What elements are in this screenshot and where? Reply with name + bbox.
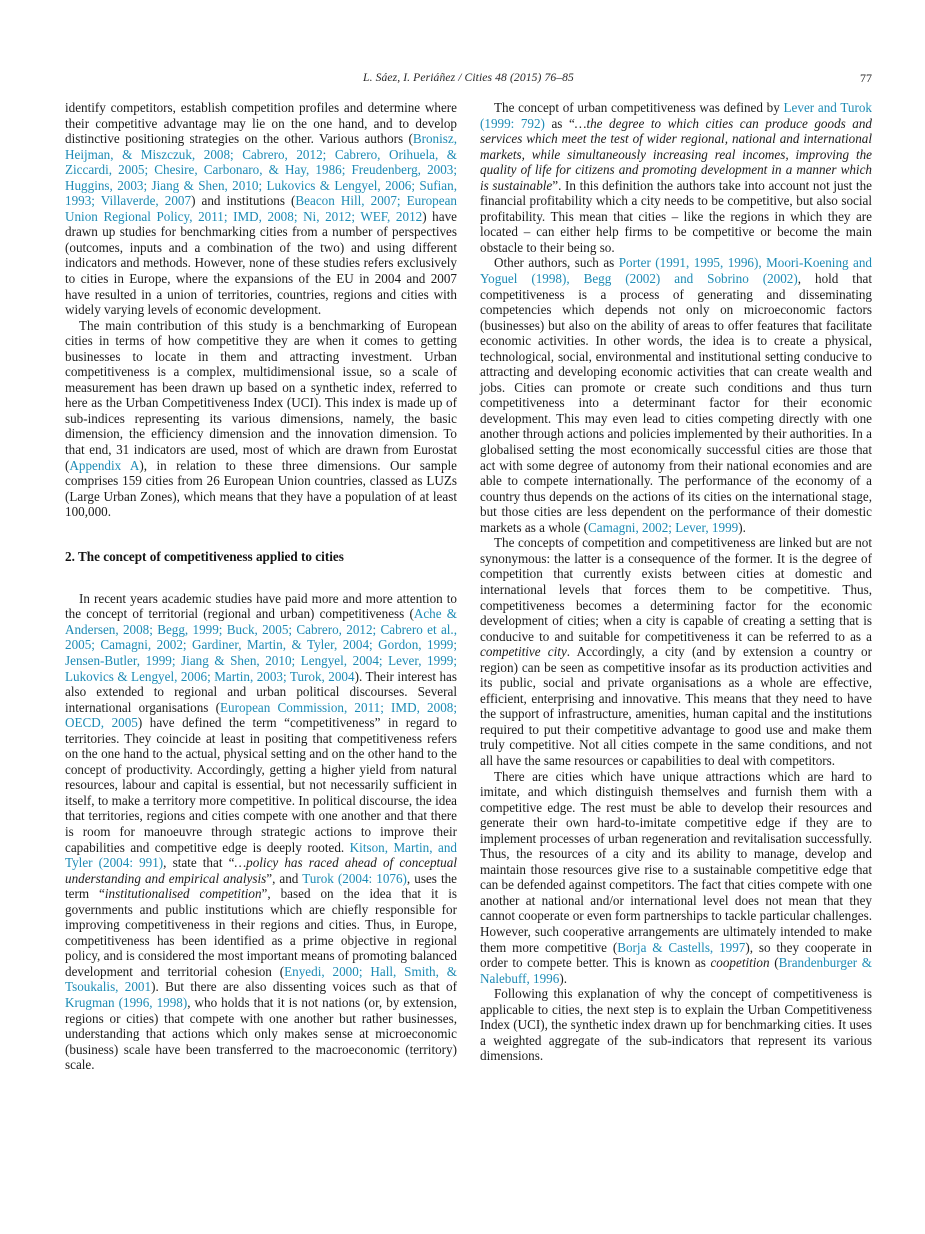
two-column-body [65, 100, 872, 1073]
body-text: ) have defined the term “competitiveness” in regard to territories. They coincide at least in positing that competitiveness refers on the one hand to the actual, physical setting and on the other hand to the concept of productivity. Accordingly, getting a higher yield from natural resources, labour and capital is essential, but not necessarily sufficient in itself, to make a territory more competitive. In political discourse, the idea that territories, regions and cities compete with one another and that there is room for manoeuvre through strategic actions to improve their capabilities and competitive edge is deeply rooted. [65, 715, 458, 855]
body-text: There are cities which have unique attractions which are hard to imitate, and which distinguish themselves and furnish them with a competitive edge. The rest must be able to develop their resources and generate their own hard-to-imitate competitive edge if they are to implement processes of urban regeneration and revitalisation successfully. Thus, the resources of a city and its ability to manage, develop and maintain those resources give rise to a sustainable competitive edge that can be defended against competitors. The fact that cities compete with one another at national and/or international level does not mean that they cannot cooperate or even form partnerships to tackle particular challenges. However, such cooperative arrangements are ultimately intended to make them more competitive ( [480, 768, 872, 955]
paragraph [65, 100, 457, 318]
body-text: The concept of urban competitiveness was defined by [494, 100, 784, 115]
citation-link[interactable]: Enyedi, 2000; Hall, Smith, & Tsoukalis, 2001 [65, 963, 457, 995]
paragraph [480, 535, 872, 768]
body-text: ). Their interest has also extended to regional and urban political discourses. Several international organisations ( [65, 668, 458, 715]
paragraph [480, 100, 872, 255]
body-text: The main contribution of this study is a benchmarking of European cities in terms of how competitive they are when it comes to getting businesses to locate in them and attracting investment. Urban competitiveness is a complex, multidimensional issue, so a scale of measurement has been drawn up based on a synthetic index, referred to here as the Urban Competitiveness Index (UCI). This index is made up of sub-indices representing its various dimensions, namely, the basic dimension, the efficiency dimension and the innovation dimension. To that end, 31 indicators are used, most of which are drawn from Eurostat ( [65, 317, 457, 473]
emphasis-text: coopetition [710, 955, 770, 971]
body-text: ). [738, 519, 746, 535]
body-text: The concepts of competition and competitiveness are linked but are not synonymous: the latter is a consequence of the former. It is the degree of competition that currently exists between cities at domestic and international levels that forces them to be competitive. Thus, competitiveness becomes a determining factor for the economic development of cities; when a city is capable of creating a setting that is conducive to and suitable for competitiveness it can be referred to as a [480, 535, 872, 644]
emphasis-text: competitive city [480, 644, 567, 660]
body-text: Other authors, such as [494, 255, 619, 271]
citation-link[interactable]: Porter (1991, 1995, 1996), Moori-Koening and Yoguel (1998), Begg (2002) and Sobrino (2002) [480, 255, 873, 287]
paragraph [480, 986, 872, 1064]
citation-link[interactable]: Bronisz, Heijman, & Miszczuk, 2008; Cabrero, 2012; Cabrero, Orihuela, & Ziccardi, 2005; Chesire, Carbonaro, & Hay, 1986; Freudenberg, 2003; Huggins, 2003; Jiang & Shen, 2010; Lukovics & Lengyel, 2006; Sufian, 1993; Villaverde, 2007 [65, 131, 457, 209]
body-text: ( [769, 955, 779, 971]
emphasis-text: …policy has raced ahead of conceptual understanding and empirical analysis [65, 855, 457, 886]
page-header [65, 71, 872, 87]
section-heading [65, 549, 457, 565]
body-text: 2. The concept of competitiveness applied to cities [65, 548, 344, 564]
body-text: , hold that competitiveness is a process of generating and disseminating competencies which depends not only on microeconomic factors (businesses) but also on the ability of areas to offer features that facilitate economic activities. In other words, the idea is to create a physical, technological, social, environmental and institutional setting conducive to attracting and developing economic activities that can create wealth and jobs. Cities can promote or create such conditions and thus turn competitiveness into a determinant factor for their economic development. This may even lead to cities competing directly with one another through actions and policies implemented by their authorities. In a globalised setting the most economically successful cities are those that act with some degree of autonomy from their national economies and are able to compete internationally. The performance of the economy of a country thus depends on the actions of its cities on the international stage, but those cities are less dependent on the performance of their domestic markets as a whole ( [480, 271, 873, 535]
body-text: , uses the term “ [65, 870, 457, 902]
citation-link[interactable]: Kitson, Martin, and Tyler (2004: 991) [65, 839, 457, 871]
paragraph [65, 591, 457, 1073]
body-text: ). But there are also dissenting voices such as that of [151, 979, 457, 995]
body-text: as “ [544, 115, 575, 131]
citation-link[interactable]: Lever and Turok (1999: 792) [480, 100, 872, 131]
column-right [480, 100, 872, 1073]
body-text: ). [559, 970, 567, 986]
citation-link[interactable]: Turok (2004: 1076) [302, 870, 407, 886]
body-text: , state that “ [163, 855, 235, 871]
body-text: , who holds that it is not nations (or, by extension, regions or cities) that compete with one another but rather businesses, understanding that actions which only makes sense at microeconomic (business) scale have been transferred to the macroeconomic (territory) scale. [65, 994, 457, 1073]
body-text: ) have drawn up studies for benchmarking cities from a number of perspectives (outcomes, inputs and a combination of the two) and using different indicators and methods. However, none of these studies refers exclusively to cities in Europe, where the expansions of the EU in 2004 and 2007 have resulted in a union of territories, countries, regions and cities with widely varying levels of economic development. [65, 208, 457, 318]
citation-link[interactable]: Camagni, 2002; Lever, 1999 [588, 519, 739, 535]
body-text: In recent years academic studies have paid more and more attention to the concept of territorial (regional and urban) competitiveness ( [65, 590, 457, 622]
running-title: L. Sáez, I. Periáñez / Cities 48 (2015) 76–85 [363, 71, 574, 84]
body-text: identify competitors, establish competition profiles and determine where their competitive advantage may lie on the one hand, and to develop distinctive positioning strategies on the other. Various authors ( [65, 100, 457, 147]
citation-link[interactable]: Borja & Castells, 1997 [617, 939, 746, 955]
citation-link[interactable]: Ache & Andersen, 2008; Begg, 1999; Buck, 2005; Cabrero, 2012; Cabrero et al., 2005; Camagni, 2002; Gardiner, Martin, & Tyler, 2004; Gordon, 1999; Jensen-Butler, 1999; Jiang & Shen, 2010; Lengyel, 2004; Lever, 1999; Lukovics & Lengyel, 2006; Martin, 2003; Turok, 2004 [65, 606, 457, 684]
paragraph [480, 769, 872, 987]
body-text: Following this explanation of why the concept of competitiveness is applicable to cities, the next step is to explain the Urban Competitiveness Index (UCI), the synthetic index drawn up for benchmarking cities. It uses a weighted aggregate of the sub-indicators that represent its various dimensions. [480, 986, 872, 1064]
body-text: ) and institutions ( [191, 193, 296, 209]
citation-link[interactable]: Krugman (1996, 1998) [65, 994, 188, 1010]
column-left [65, 100, 457, 1073]
body-text: ”. In this definition the authors take into account not just the financial profitability which a city needs to be competitive, but also social profitability. This mean that cities – like the regions in which they are located – can either help firms to be competitive or become the main obstacle to their being so. [480, 177, 872, 255]
citation-link[interactable]: European Commission, 2011; IMD, 2008; OECD, 2005 [65, 699, 457, 731]
body-text: ”, and [266, 870, 303, 886]
body-text: ), in relation to these three dimensions. Our sample comprises 159 cities from 26 European Union countries, classed as LUZs (Large Urban Zones), which means that they have a population of at least 100,000. [65, 457, 458, 520]
citation-link[interactable]: Brandenburger & Nalebuff, 1996 [480, 955, 872, 986]
page-number: 77 [860, 71, 872, 85]
body-text: ), so they cooperate in order to compete better. This is known as [480, 939, 872, 971]
paragraph [65, 318, 457, 520]
citation-link[interactable]: Beacon Hill, 2007; European Union Regional Policy, 2011; IMD, 2008; Ni, 2012; WEF, 2012 [65, 193, 457, 224]
emphasis-text: institutionalised competition [104, 886, 262, 902]
body-text: . Accordingly, a city (and by extension a country or region) can be seen as competitive insofar as its production activities and its public, social and private organisations as a whole are effective, efficient, enterprising and innovative. This means that they need to have the support of infrastructure, amenities, human capital and the institutions required to put their competitive advantage to good use and make them truly competitive. Not all cities compete in the same conditions, and not all have the same resources or capabilities to deal with competitors. [480, 644, 872, 768]
emphasis-text: …the degree to which cities can produce goods and services which meet the test of wider regional, national and international markets, while simultaneously increasing real incomes, improving the quality of life for citizens and promoting development in a manner which is sustainable [480, 115, 872, 193]
citation-link[interactable]: Appendix A [69, 457, 140, 473]
body-text: ”, based on the idea that it is governments and public institutions which are chiefly responsible for improving competitiveness in their regions and cities. Thus, in Europe, competitiveness has been identified as a prime objective in regional policy, and is considered the most important means of promoting balanced development and territorial cohesion ( [65, 886, 457, 979]
paragraph [480, 255, 872, 535]
